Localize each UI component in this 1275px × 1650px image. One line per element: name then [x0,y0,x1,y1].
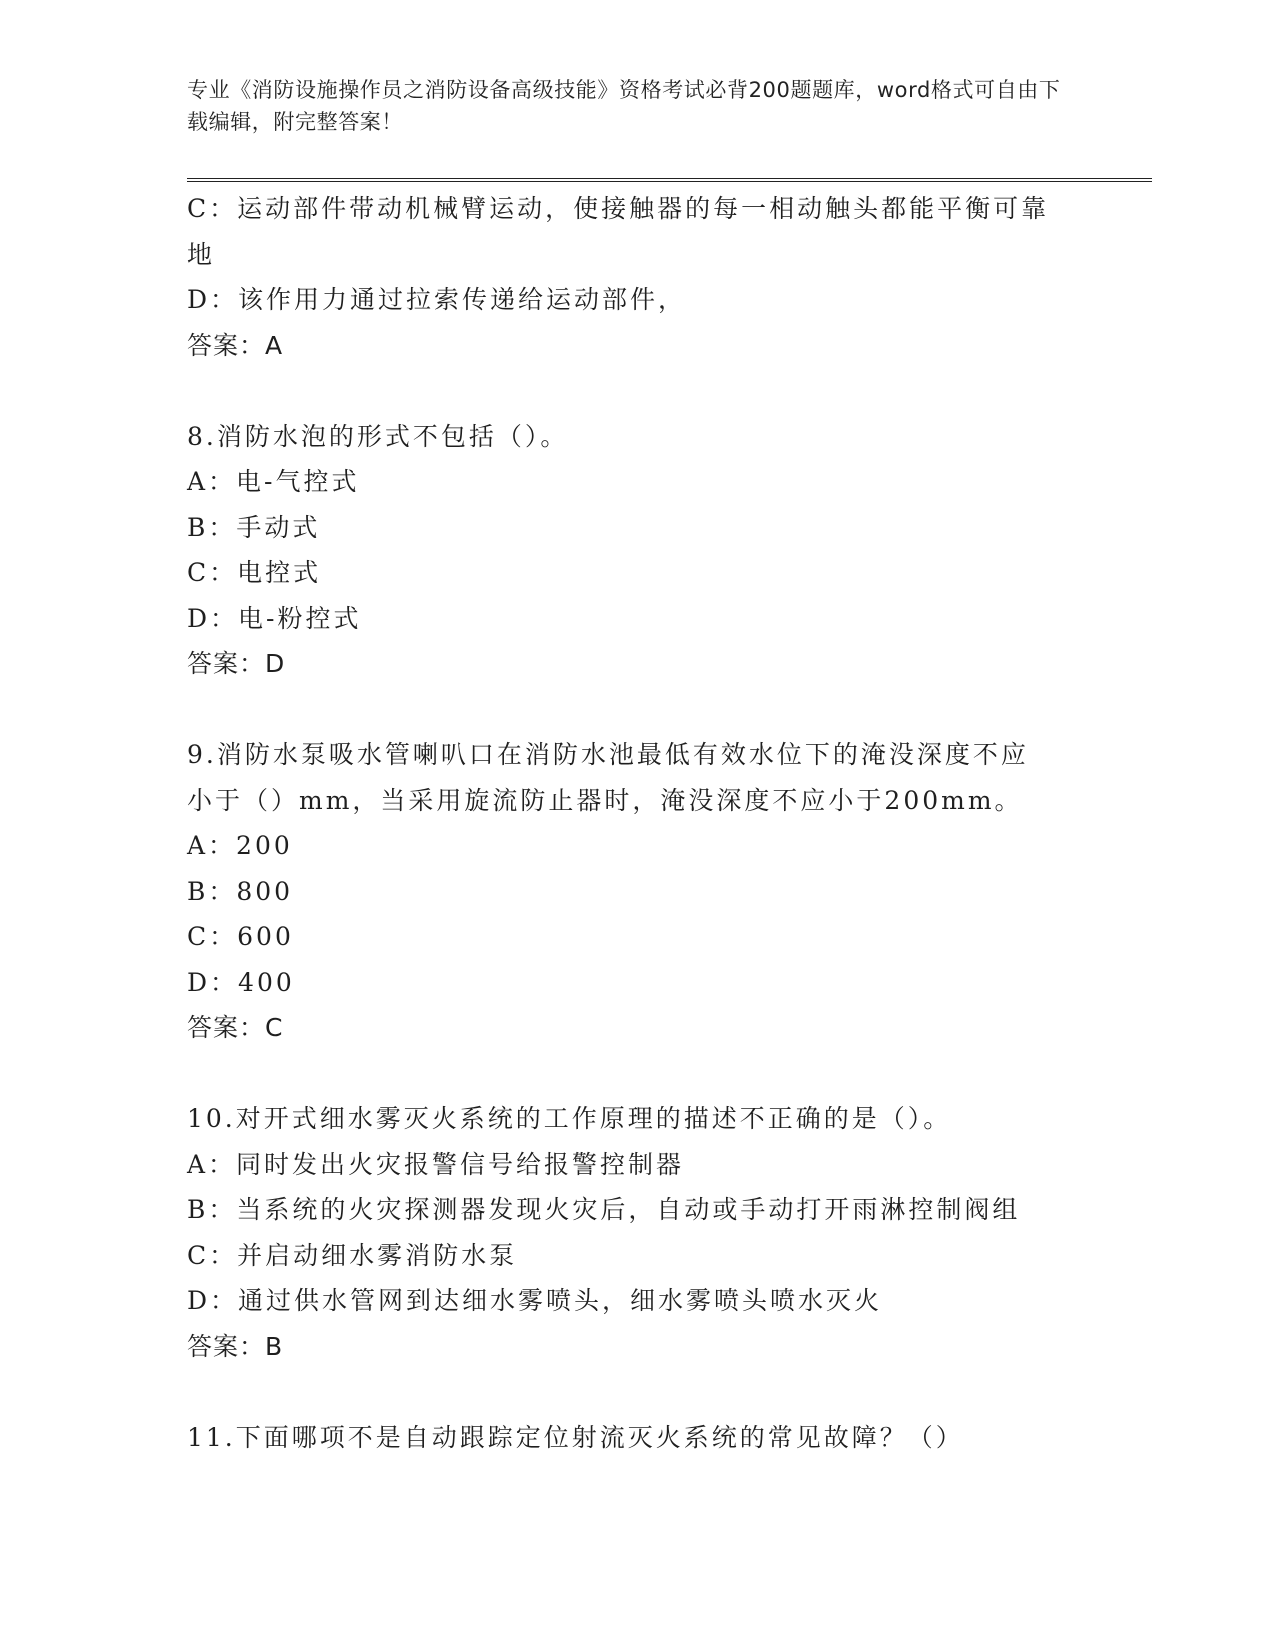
page-header: 专业《消防设施操作员之消防设备高级技能》资格考试必背200题题库，word格式可自由下载编辑，附完整答案！ [187,78,1061,134]
option-d: D：400 [187,967,295,997]
option-c: C：电控式 [187,558,322,587]
option-d: D：电-粉控式 [187,603,362,633]
option-c: C：600 [187,922,294,951]
question-text: 9.消防水泵吸水管喇叭口在消防水池最低有效水位下的淹没深度不应 [187,740,1029,769]
question-10 [187,1096,1087,1369]
spacer [187,1369,1087,1415]
option-a: A：电-气控式 [187,467,360,496]
answer: 答案：A [187,330,284,360]
question-8 [187,414,1087,687]
spacer [187,368,1087,414]
option-d: D：该作用力通过拉索传递给运动部件， [187,285,687,314]
option-a: A：同时发出火灾报警信号给报警控制器 [187,1149,685,1179]
question-text: 10.对开式细水雾灭火系统的工作原理的描述不正确的是（）。 [187,1104,952,1133]
spacer [187,1051,1087,1097]
option-b: B：手动式 [187,512,321,542]
spacer [187,687,1087,733]
question-text: 11.下面哪项不是自动跟踪定位射流灭火系统的常见故障？（） [187,1422,964,1452]
answer: 答案：C [187,1013,284,1042]
option-b: B：800 [187,876,294,906]
option-c-continued: 地 [187,239,216,269]
question-list [187,186,1087,1460]
header-divider [187,178,1152,182]
option-a: A：200 [187,831,293,860]
option-d: D：通过供水管网到达细水雾喷头，细水雾喷头喷水灭火 [187,1286,883,1315]
option-c: C：并启动细水雾消防水泵 [187,1240,518,1270]
question-11 [187,1415,1087,1461]
question-9 [187,732,1087,1051]
answer: 答案：D [187,649,286,678]
option-b: B：当系统的火灾探测器发现火灾后，自动或手动打开雨淋控制阀组 [187,1195,1021,1224]
question-text-continued: 小于（）mm，当采用旋流防止器时，淹没深度不应小于200mm。 [187,785,1023,815]
question-fragment [187,186,1087,368]
answer: 答案：B [187,1331,284,1361]
option-c: C：运动部件带动机械臂运动，使接触器的每一相动触头都能平衡可靠 [187,194,1050,223]
question-text: 8.消防水泡的形式不包括（）。 [187,421,569,451]
